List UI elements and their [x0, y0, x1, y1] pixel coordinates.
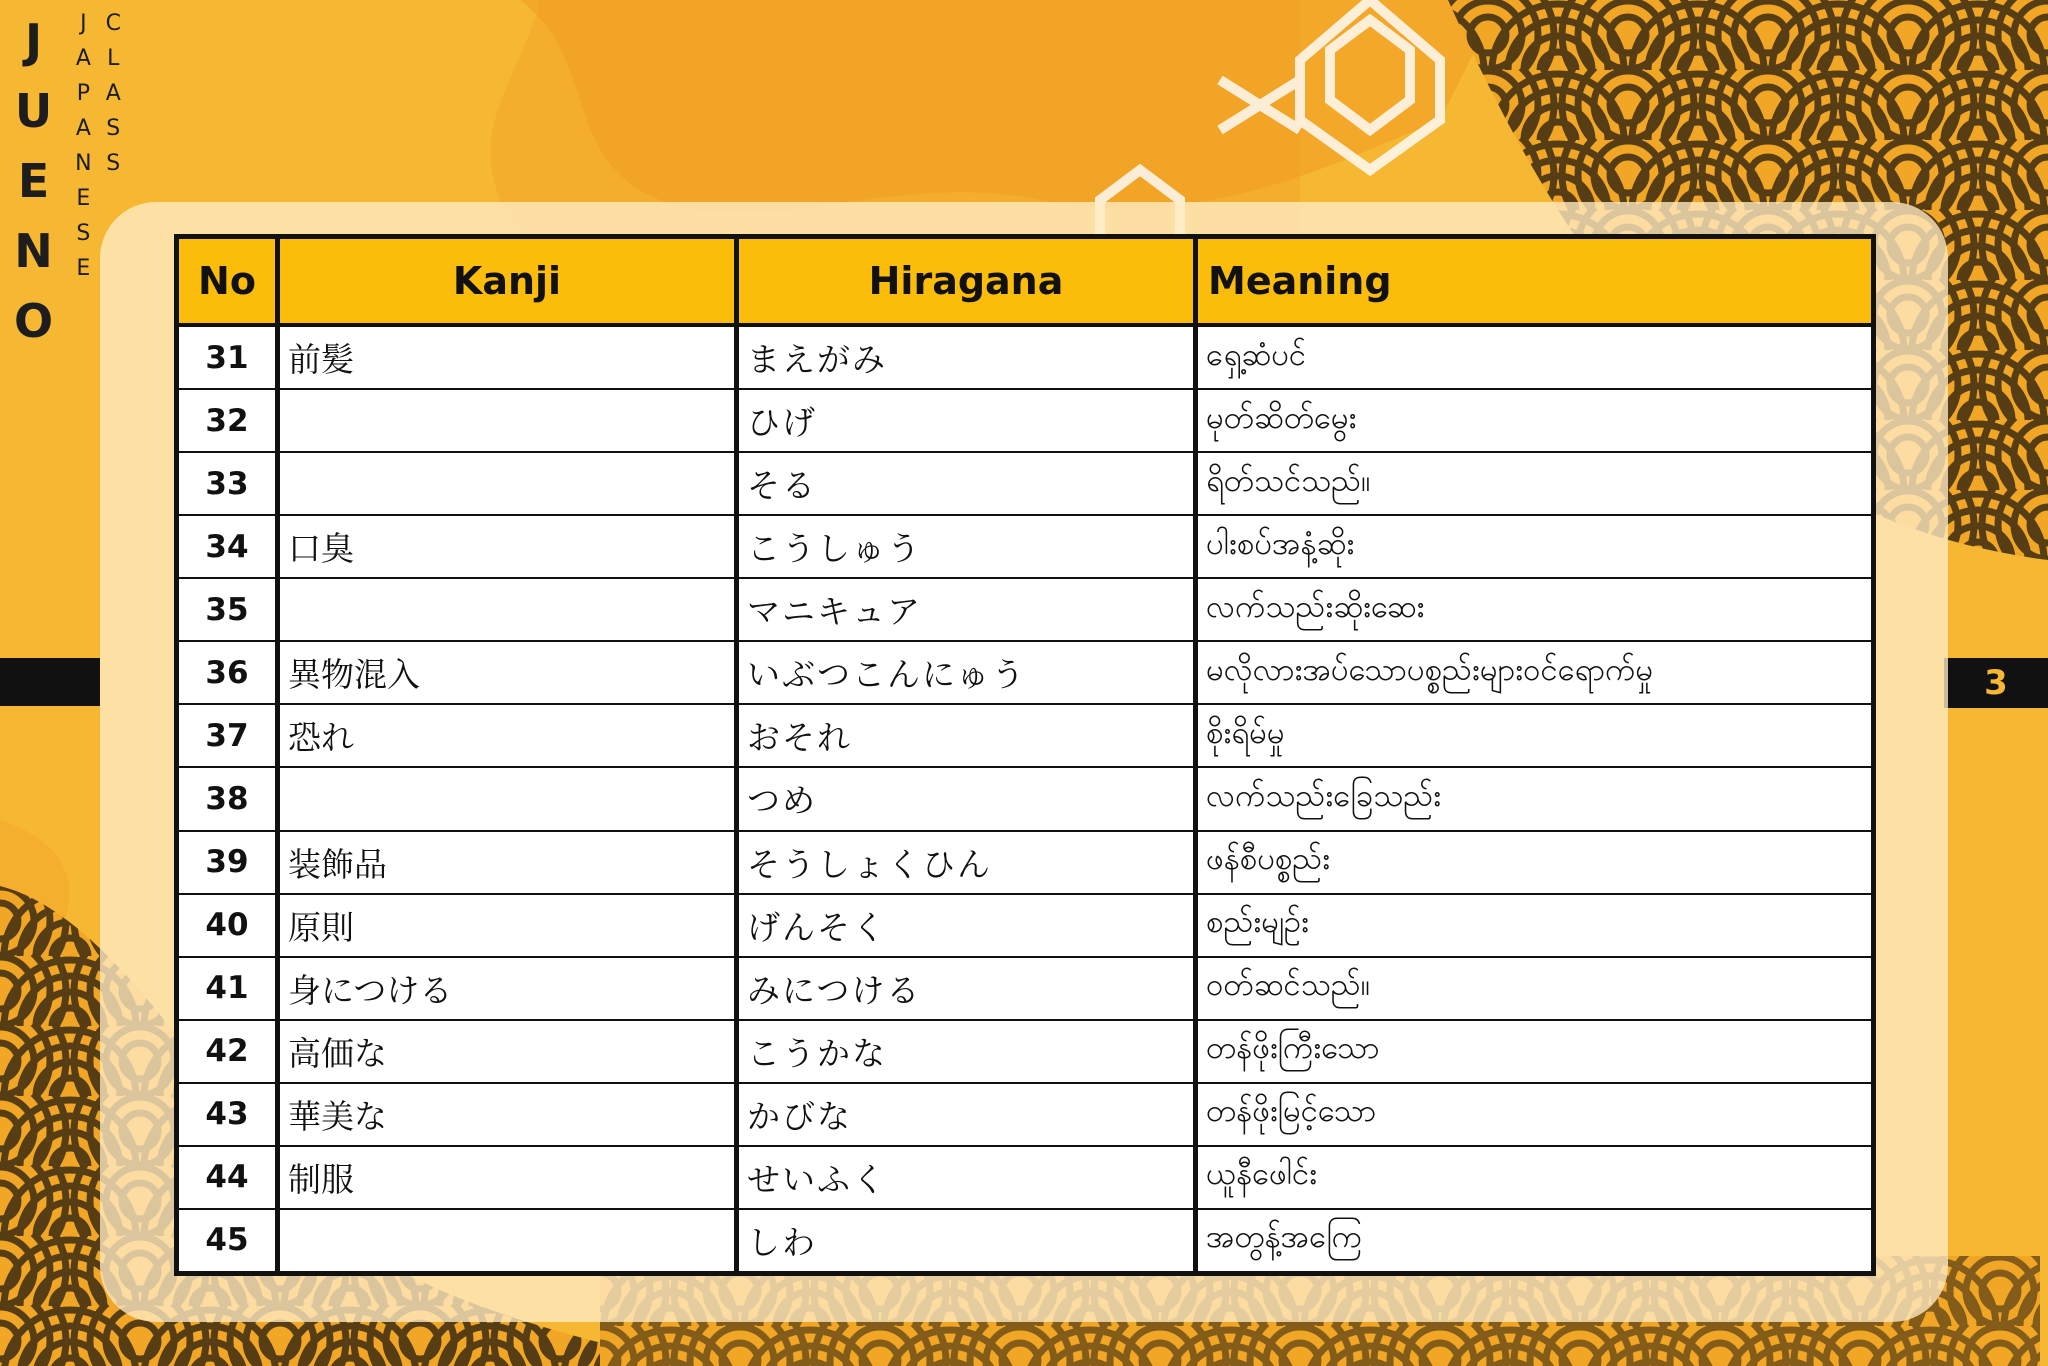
cell-kanji: 高価な [278, 1020, 737, 1083]
brand-main [14, 6, 53, 356]
left-accent-bar [0, 658, 100, 706]
cell-kanji: 原則 [278, 894, 737, 957]
cell-hiragana: まえがみ [737, 325, 1196, 389]
brand-letter: S [76, 221, 91, 246]
cell-no: 45 [177, 1209, 278, 1274]
table-row [177, 515, 1874, 578]
table-body [177, 325, 1874, 1274]
cell-hiragana: こうかな [737, 1020, 1196, 1083]
table-header-row [177, 237, 1874, 326]
cell-meaning: စည်းမျဉ်း [1196, 894, 1874, 957]
cell-no: 32 [177, 389, 278, 452]
table-row [177, 831, 1874, 894]
header-no: No [177, 237, 278, 326]
cell-kanji [278, 1209, 737, 1274]
cell-kanji: 異物混入 [278, 641, 737, 704]
cell-no: 42 [177, 1020, 278, 1083]
cell-meaning: ရိတ်သင်သည်။ [1196, 452, 1874, 515]
cell-hiragana: そる [737, 452, 1196, 515]
cell-hiragana: おそれ [737, 704, 1196, 767]
table-row [177, 1146, 1874, 1209]
brand-letter: E [17, 154, 50, 208]
table-row [177, 641, 1874, 704]
cell-meaning: ဖန်စီပစ္စည်း [1196, 831, 1874, 894]
cell-no: 38 [177, 767, 278, 830]
cell-meaning: အတွန့်အကြေ [1196, 1209, 1874, 1274]
table-row [177, 894, 1874, 957]
cell-hiragana: せいふく [737, 1146, 1196, 1209]
brand-letter: L [107, 46, 120, 71]
table-row [177, 452, 1874, 515]
brand-letter: U [14, 84, 53, 138]
cell-hiragana: しわ [737, 1209, 1196, 1274]
cell-no: 40 [177, 894, 278, 957]
cell-no: 31 [177, 325, 278, 389]
cell-meaning: ရှေ့ဆံပင် [1196, 325, 1874, 389]
cell-meaning: မလိုလားအပ်သောပစ္စည်းများဝင်ရောက်မှု [1196, 641, 1874, 704]
cell-kanji [278, 452, 737, 515]
cell-no: 36 [177, 641, 278, 704]
cell-hiragana: こうしゅう [737, 515, 1196, 578]
cell-hiragana: つめ [737, 767, 1196, 830]
cell-kanji: 前髪 [278, 325, 737, 389]
cell-kanji: 身につける [278, 957, 737, 1020]
cell-meaning: တန်ဖိုးကြီးသော [1196, 1020, 1874, 1083]
header-hiragana: Hiragana [737, 237, 1196, 326]
cell-meaning: မုတ်ဆိတ်မွေး [1196, 389, 1874, 452]
cell-no: 41 [177, 957, 278, 1020]
table-row [177, 389, 1874, 452]
cell-meaning: လက်သည်းဆိုးဆေး [1196, 578, 1874, 641]
cell-hiragana: いぶつこんにゅう [737, 641, 1196, 704]
cell-no: 44 [177, 1146, 278, 1209]
brand-letter: N [75, 151, 92, 176]
header-kanji: Kanji [278, 237, 737, 326]
brand-letter: C [105, 11, 121, 36]
cell-hiragana: そうしょくひん [737, 831, 1196, 894]
cell-no: 39 [177, 831, 278, 894]
brand-letter: E [76, 256, 91, 281]
cell-hiragana: ひげ [737, 389, 1196, 452]
cell-kanji [278, 389, 737, 452]
cell-hiragana: げんそく [737, 894, 1196, 957]
brand-letter: A [75, 46, 91, 71]
cell-kanji: 恐れ [278, 704, 737, 767]
cell-kanji: 制服 [278, 1146, 737, 1209]
cell-no: 33 [177, 452, 278, 515]
cell-no: 34 [177, 515, 278, 578]
brand-letter: J [80, 11, 87, 36]
cell-hiragana: みにつける [737, 957, 1196, 1020]
vocabulary-table [174, 234, 1876, 1276]
brand-letter: A [105, 81, 121, 106]
cell-no: 37 [177, 704, 278, 767]
cell-hiragana: マニキュア [737, 578, 1196, 641]
table-row [177, 1083, 1874, 1146]
cell-meaning: ဝတ်ဆင်သည်။ [1196, 957, 1874, 1020]
brand-letter: P [76, 81, 90, 106]
table-row [177, 325, 1874, 389]
table-row [177, 704, 1874, 767]
brand-letter: N [14, 224, 53, 278]
cell-meaning: ပါးစပ်အနံ့ဆိုး [1196, 515, 1874, 578]
cell-meaning: တန်ဖိုးမြင့်သော [1196, 1083, 1874, 1146]
cell-no: 35 [177, 578, 278, 641]
cell-kanji: 華美な [278, 1083, 737, 1146]
table-row [177, 1209, 1874, 1274]
cell-meaning: စိုးရိမ်မှု [1196, 704, 1874, 767]
table-row [177, 767, 1874, 830]
brand-letter: E [76, 186, 91, 211]
table-row [177, 578, 1874, 641]
cell-meaning: ယူနီဖေါင်း [1196, 1146, 1874, 1209]
cell-kanji [278, 578, 737, 641]
cell-meaning: လက်သည်းခြေသည်း [1196, 767, 1874, 830]
cell-kanji [278, 767, 737, 830]
header-meaning: Meaning [1196, 237, 1874, 326]
brand-sub-japanese [75, 6, 91, 356]
page-number: 3 [1984, 663, 2008, 703]
brand-letter: S [106, 116, 121, 141]
table-row [177, 1020, 1874, 1083]
cell-kanji: 口臭 [278, 515, 737, 578]
brand-letter: S [106, 151, 121, 176]
brand-letter: O [14, 294, 54, 348]
brand-letter: A [75, 116, 91, 141]
cell-kanji: 装飾品 [278, 831, 737, 894]
brand-letter: J [24, 14, 43, 68]
cell-hiragana: かびな [737, 1083, 1196, 1146]
table-row [177, 957, 1874, 1020]
cell-no: 43 [177, 1083, 278, 1146]
page-number-tab [1944, 658, 2048, 708]
